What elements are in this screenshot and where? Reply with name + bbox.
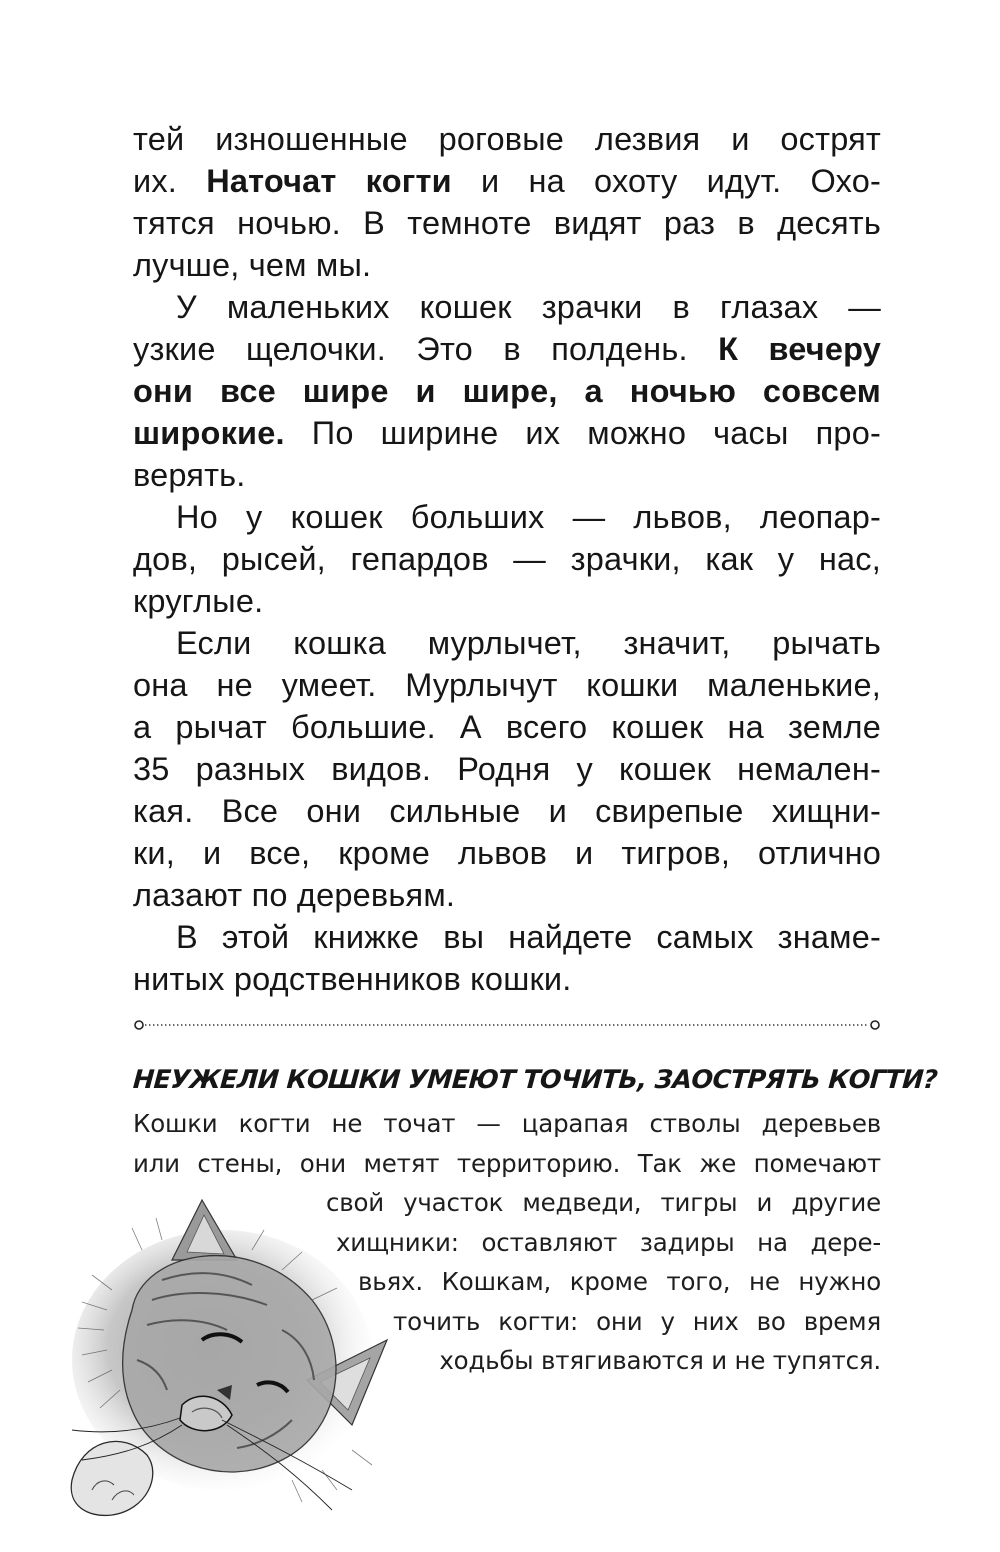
text-run: узкие щелочки. Это в полдень. [133, 331, 719, 367]
text-line: верять. [133, 457, 246, 493]
text-line: ки, и все, кроме львов и тигров, отлично [133, 835, 881, 871]
sidebar-line: вьях. Кошкам, кроме того, не нужно [358, 1267, 881, 1296]
text-line: 35 разных видов. Родня у кошек немален- [133, 751, 881, 787]
sidebar-text-line-5 [358, 1262, 881, 1302]
text-line: кая. Все они сильные и свирепые хищни- [133, 793, 881, 829]
text-line: лучше, чем мы. [133, 247, 372, 283]
sidebar-text-line-7 [425, 1341, 881, 1381]
text-line: дов, рысей, гепардов — зрачки, как у нас, [133, 541, 881, 577]
sidebar-text-line-4 [336, 1223, 881, 1263]
text-line: нитых родственников кошки. [133, 961, 572, 997]
cat-sketch-illustration [52, 1190, 412, 1520]
text-line: лазают по деревьям. [133, 877, 456, 913]
text-line: У маленьких кошек зрачки в глазах — [176, 289, 881, 325]
dotted-separator [133, 1018, 881, 1032]
bold-phrase: широкие. [133, 415, 285, 451]
main-text [133, 118, 881, 1000]
sidebar-line: точить когти: они у них во время [393, 1306, 881, 1336]
text-run: их. [133, 163, 207, 199]
cat-sketch-icon [52, 1190, 412, 1520]
text-line: она не умеет. Мурлычут кошки маленькие, [133, 667, 881, 703]
text-line [133, 412, 881, 454]
sidebar-text-line-6 [393, 1302, 881, 1342]
text-line: тятся ночью. В темноте видят раз в десять [133, 205, 881, 241]
text-line: круглые. [133, 583, 264, 619]
sidebar-line: свой участок медведи, тигры и другие [326, 1188, 881, 1217]
bold-line: они все шире и шире, а ночью совсем [133, 373, 881, 409]
text-line [133, 160, 881, 202]
text-run: По ширине их можно часы про- [284, 415, 881, 451]
dotted-rule-icon [133, 1018, 881, 1032]
text-run: и на охоту идут. Охо- [451, 163, 881, 199]
bold-phrase: Наточат когти [206, 163, 452, 199]
sidebar-line: Кошки когти не точат — царапая стволы деревьев [133, 1109, 881, 1138]
text-line: Если кошка мурлычет, значит, рычать [176, 625, 881, 661]
text-line: В этой книжке вы найдете самых знаме- [176, 919, 881, 955]
sidebar-heading: НЕУЖЕЛИ КОШКИ УМЕЮТ ТОЧИТЬ, ЗАОСТРЯТЬ КОГТИ? [131, 1065, 939, 1095]
sidebar-line: ходьбы втягиваются и не тупятся. [439, 1346, 881, 1375]
sidebar-line: хищники: оставляют задиры на дере- [336, 1227, 881, 1257]
sidebar-line: или стены, они метят территорию. Так же помечают [133, 1148, 881, 1178]
sidebar-text-block-1 [133, 1104, 881, 1183]
bold-phrase: К вечеру [718, 331, 881, 367]
text-line: тей изношенные роговые лезвия и острят [133, 121, 881, 157]
text-line: Но у кошек больших — львов, леопар- [176, 499, 881, 535]
text-line: а рычат большие. А всего кошек на земле [133, 709, 881, 745]
text-line [133, 328, 881, 370]
